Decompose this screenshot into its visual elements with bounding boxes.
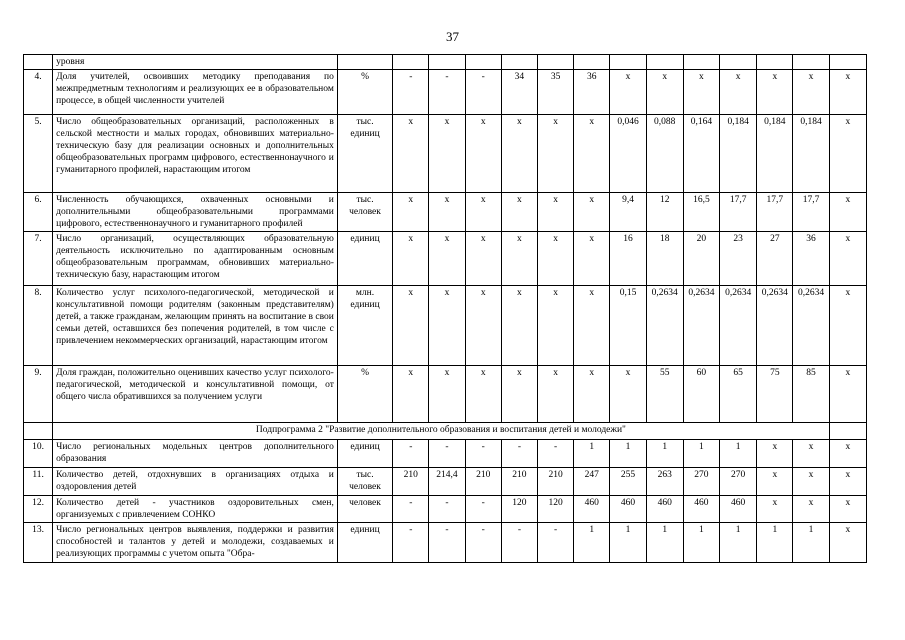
value-cell: - [429, 523, 465, 563]
value-cell: 263 [646, 468, 683, 496]
value-cell: х [501, 286, 537, 366]
continuation-text: уровня [53, 55, 338, 70]
value-cell: - [501, 523, 537, 563]
value-cell: х [829, 366, 866, 423]
value-cell: 1 [610, 440, 646, 468]
indicator-row [24, 115, 867, 193]
value-cell: х [538, 366, 574, 423]
continuation-row [24, 55, 867, 70]
indicator-description: Доля граждан, положительно оценивших качество услуг психолого-педагогической, методической и консультативной помощи, от общего числа обратившихся за получением услуги [53, 366, 338, 423]
value-cell: х [574, 115, 610, 193]
value-cell: 460 [720, 496, 757, 523]
empty-cell [829, 423, 866, 440]
value-cell: 270 [683, 468, 719, 496]
value-cell: х [538, 193, 574, 232]
value-cell: 210 [538, 468, 574, 496]
value-cell: 18 [646, 232, 683, 286]
empty-cell [646, 55, 683, 70]
value-cell: 210 [393, 468, 429, 496]
value-cell: 214,4 [429, 468, 465, 496]
value-cell: х [793, 70, 829, 115]
value-cell: х [538, 232, 574, 286]
indicator-description: Число организаций, осуществляющих образовательную деятельность исключительно по адаптированным основным общеобразовательным программам, обновивших материально-техническую базу, нарастающим итогом [53, 232, 338, 286]
value-cell: х [610, 70, 646, 115]
value-cell: 1 [720, 440, 757, 468]
value-cell: х [501, 366, 537, 423]
empty-cell [757, 55, 793, 70]
value-cell: 35 [538, 70, 574, 115]
value-cell: 0,2634 [683, 286, 719, 366]
value-cell: 1 [683, 440, 719, 468]
value-cell: 1 [793, 523, 829, 563]
value-cell: х [829, 70, 866, 115]
value-cell: х [429, 193, 465, 232]
value-cell: х [465, 232, 501, 286]
value-cell: х [465, 286, 501, 366]
indicator-row [24, 70, 867, 115]
value-cell: 17,7 [793, 193, 829, 232]
empty-cell [429, 55, 465, 70]
value-cell: 1 [610, 523, 646, 563]
value-cell: 0,2634 [793, 286, 829, 366]
row-number: 11. [24, 468, 53, 496]
value-cell: х [793, 440, 829, 468]
empty-cell [829, 55, 866, 70]
empty-cell [720, 55, 757, 70]
value-cell: х [538, 286, 574, 366]
value-cell: х [829, 440, 866, 468]
subprogram-row [24, 423, 867, 440]
page-number: 37 [446, 29, 459, 44]
indicator-description: Количество детей, отдохнувших в организациях отдыха и оздоровления детей [53, 468, 338, 496]
value-cell: х [465, 115, 501, 193]
value-cell: х [683, 70, 719, 115]
value-cell: 120 [538, 496, 574, 523]
value-cell: 1 [574, 523, 610, 563]
value-cell: х [501, 193, 537, 232]
value-cell: х [574, 232, 610, 286]
value-cell: х [465, 366, 501, 423]
row-number: 8. [24, 286, 53, 366]
value-cell: х [501, 115, 537, 193]
value-cell: х [757, 496, 793, 523]
value-cell: 36 [574, 70, 610, 115]
value-cell: 0,2634 [646, 286, 683, 366]
empty-cell [683, 55, 719, 70]
empty-cell [610, 55, 646, 70]
empty-cell [337, 55, 392, 70]
unit-of-measure: единиц [337, 523, 392, 563]
value-cell: - [393, 440, 429, 468]
value-cell: х [829, 286, 866, 366]
value-cell: 460 [646, 496, 683, 523]
subprogram-title: Подпрограмма 2 "Развитие дополнительного образования и воспитания детей и молодежи" [53, 423, 829, 440]
empty-cell [538, 55, 574, 70]
value-cell: 0,164 [683, 115, 719, 193]
indicator-description: Доля учителей, освоивших методику преподавания по межпредметным технологиям и реализующих ее в образовательном процессе, в общей численности учителей [53, 70, 338, 115]
empty-cell [393, 55, 429, 70]
value-cell: - [501, 440, 537, 468]
row-number: 5. [24, 115, 53, 193]
value-cell: 460 [610, 496, 646, 523]
value-cell: 0,2634 [757, 286, 793, 366]
value-cell: х [829, 115, 866, 193]
value-cell: х [793, 496, 829, 523]
value-cell: - [465, 70, 501, 115]
row-number: 12. [24, 496, 53, 523]
value-cell: 0,2634 [720, 286, 757, 366]
empty-cell [501, 55, 537, 70]
value-cell: 16,5 [683, 193, 719, 232]
value-cell: х [538, 115, 574, 193]
indicators-table [23, 54, 867, 563]
value-cell: 12 [646, 193, 683, 232]
value-cell: х [829, 193, 866, 232]
indicator-description: Число общеобразовательных организаций, расположенных в сельской местности и малых городах, обновивших материально-техническую базу для реализации основных и дополнительных общеобразовательных программ цифрового, естественнонаучного и гуманитарного профилей, нарастающим итогом [53, 115, 338, 193]
value-cell: х [829, 232, 866, 286]
value-cell: 460 [574, 496, 610, 523]
indicator-row [24, 523, 867, 563]
value-cell: - [393, 523, 429, 563]
value-cell: 1 [757, 523, 793, 563]
value-cell: х [720, 70, 757, 115]
value-cell: - [465, 496, 501, 523]
indicator-row [24, 232, 867, 286]
row-number-cell [24, 423, 53, 440]
row-number-cell [24, 55, 53, 70]
value-cell: 460 [683, 496, 719, 523]
indicator-description: Количество детей - участников оздоровительных смен, организуемых с привлечением СОНКО [53, 496, 338, 523]
unit-of-measure: единиц [337, 232, 392, 286]
value-cell: - [538, 523, 574, 563]
indicator-description: Число региональных модельных центров дополнительного образования [53, 440, 338, 468]
value-cell: х [501, 232, 537, 286]
value-cell: 1 [574, 440, 610, 468]
value-cell: 60 [683, 366, 719, 423]
row-number: 4. [24, 70, 53, 115]
value-cell: - [465, 440, 501, 468]
value-cell: 210 [501, 468, 537, 496]
value-cell: 210 [465, 468, 501, 496]
value-cell: 85 [793, 366, 829, 423]
value-cell: 1 [683, 523, 719, 563]
value-cell: х [829, 523, 866, 563]
value-cell: 23 [720, 232, 757, 286]
indicator-description: Численность обучающихся, охваченных основными и дополнительными общеобразовательными программами цифрового, естественнонаучного и гуманитарного профилей [53, 193, 338, 232]
value-cell: 270 [720, 468, 757, 496]
indicator-row [24, 440, 867, 468]
value-cell: 17,7 [757, 193, 793, 232]
value-cell: 0,184 [757, 115, 793, 193]
value-cell: х [793, 468, 829, 496]
value-cell: х [429, 366, 465, 423]
value-cell: 0,15 [610, 286, 646, 366]
value-cell: 9,4 [610, 193, 646, 232]
unit-of-measure: млн. единиц [337, 286, 392, 366]
unit-of-measure: единиц [337, 440, 392, 468]
value-cell: - [429, 496, 465, 523]
value-cell: х [646, 70, 683, 115]
value-cell: х [610, 366, 646, 423]
unit-of-measure: тыс. человек [337, 193, 392, 232]
value-cell: х [393, 286, 429, 366]
value-cell: - [429, 70, 465, 115]
value-cell: - [393, 70, 429, 115]
value-cell: х [574, 193, 610, 232]
indicator-description: Количество услуг психолого-педагогической, методической и консультативной помощи родителям (законным представителям) детей, а также гражданам, желающим принять на воспитание в свои семьи детей, оставшихся без попечения родителей, в том числе с привлечением некоммерческих организаций, нарастающим итогом [53, 286, 338, 366]
empty-cell [793, 55, 829, 70]
value-cell: 1 [720, 523, 757, 563]
value-cell: 1 [646, 440, 683, 468]
value-cell: - [429, 440, 465, 468]
empty-cell [465, 55, 501, 70]
value-cell: х [574, 286, 610, 366]
row-number: 7. [24, 232, 53, 286]
value-cell: х [757, 70, 793, 115]
value-cell: х [393, 115, 429, 193]
value-cell: 20 [683, 232, 719, 286]
indicator-row [24, 366, 867, 423]
value-cell: 34 [501, 70, 537, 115]
value-cell: 1 [646, 523, 683, 563]
value-cell: 0,184 [720, 115, 757, 193]
value-cell: 75 [757, 366, 793, 423]
unit-of-measure: % [337, 70, 392, 115]
value-cell: х [393, 232, 429, 286]
unit-of-measure: тыс. человек [337, 468, 392, 496]
value-cell: 120 [501, 496, 537, 523]
value-cell: 0,088 [646, 115, 683, 193]
value-cell: х [429, 232, 465, 286]
value-cell: 65 [720, 366, 757, 423]
value-cell: 0,184 [793, 115, 829, 193]
value-cell: 16 [610, 232, 646, 286]
value-cell: 0,046 [610, 115, 646, 193]
indicator-row [24, 286, 867, 366]
value-cell: х [393, 193, 429, 232]
value-cell: х [393, 366, 429, 423]
value-cell: х [829, 496, 866, 523]
value-cell: 27 [757, 232, 793, 286]
value-cell: х [429, 286, 465, 366]
value-cell: - [465, 523, 501, 563]
value-cell: х [757, 468, 793, 496]
value-cell: х [429, 115, 465, 193]
value-cell: 55 [646, 366, 683, 423]
empty-cell [574, 55, 610, 70]
unit-of-measure: % [337, 366, 392, 423]
value-cell: х [829, 468, 866, 496]
indicator-row [24, 496, 867, 523]
value-cell: х [574, 366, 610, 423]
value-cell: - [538, 440, 574, 468]
unit-of-measure: тыс. единиц [337, 115, 392, 193]
row-number: 13. [24, 523, 53, 563]
value-cell: - [393, 496, 429, 523]
row-number: 6. [24, 193, 53, 232]
indicator-row [24, 468, 867, 496]
unit-of-measure: человек [337, 496, 392, 523]
row-number: 9. [24, 366, 53, 423]
value-cell: 36 [793, 232, 829, 286]
value-cell: х [757, 440, 793, 468]
indicator-row [24, 193, 867, 232]
indicator-description: Число региональных центров выявления, поддержки и развития способностей и талантов у детей и молодежи, создаваемых и реализующих программы с учетом опыта "Обра- [53, 523, 338, 563]
value-cell: х [465, 193, 501, 232]
row-number: 10. [24, 440, 53, 468]
value-cell: 17,7 [720, 193, 757, 232]
value-cell: 255 [610, 468, 646, 496]
value-cell: 247 [574, 468, 610, 496]
